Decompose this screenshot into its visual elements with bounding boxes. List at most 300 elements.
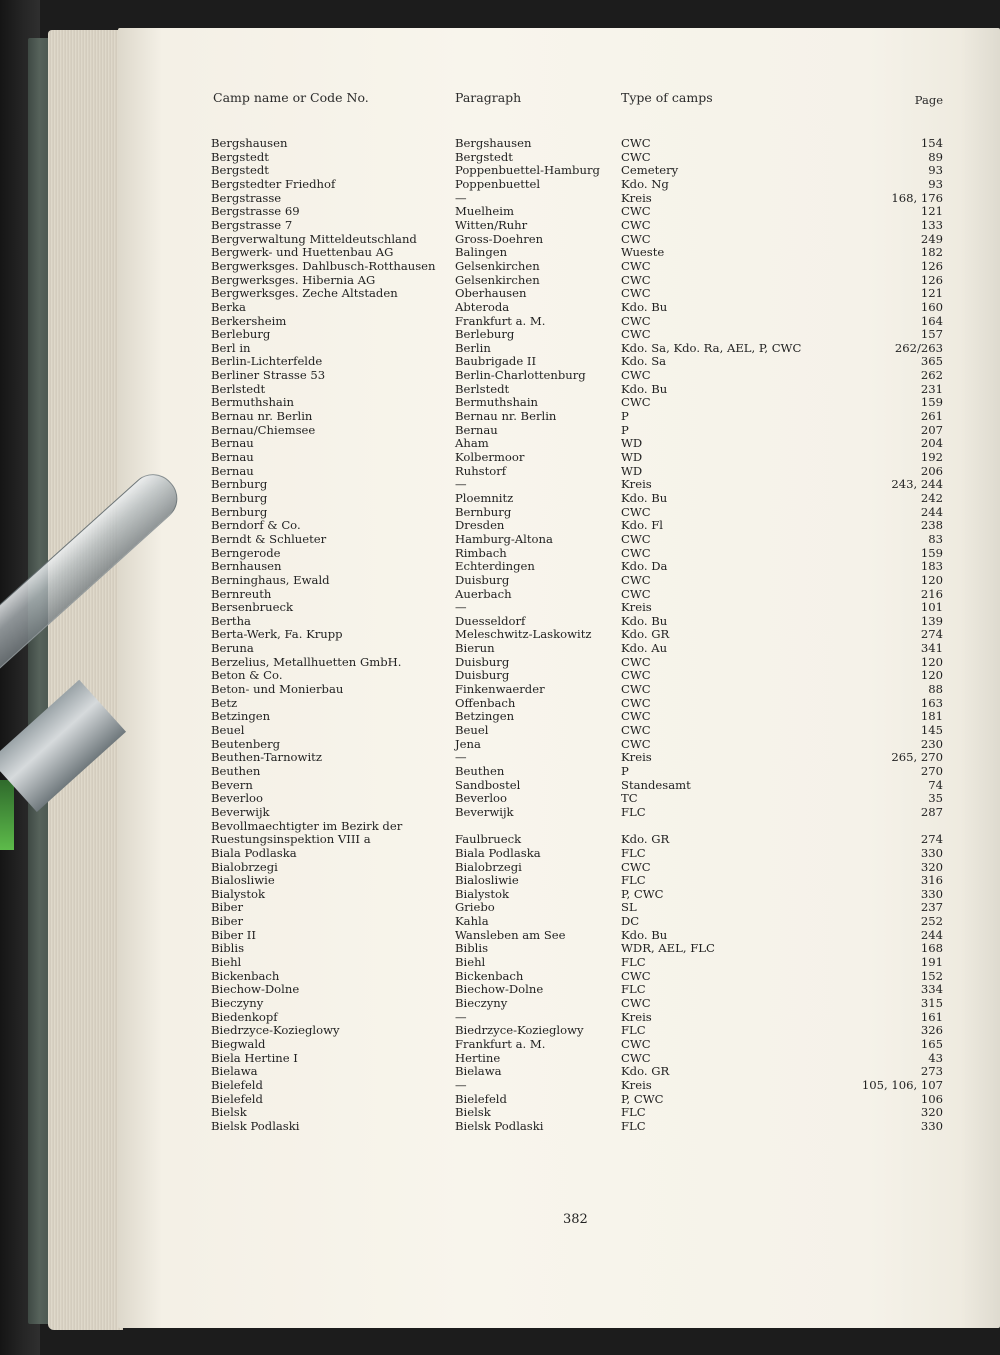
row-paragraph: Kolbermoor xyxy=(455,449,525,464)
row-camp-name: Bieczyny xyxy=(211,996,264,1010)
row-paragraph: Meleschwitz-Laskowitz xyxy=(455,627,592,642)
row-paragraph: Beuthen xyxy=(455,763,505,778)
row-page: 341 xyxy=(920,641,943,655)
row-type: Kdo. Bu xyxy=(621,381,668,396)
row-page: 93 xyxy=(928,163,943,178)
row-type: Kdo. Bu xyxy=(621,299,668,314)
row-camp-name: Beton- und Monierbau xyxy=(211,682,344,696)
row-page: 206 xyxy=(920,463,943,478)
row-camp-name: Berzelius, Metallhuetten GmbH. xyxy=(211,654,402,669)
row-camp-name: Bergstrasse 69 xyxy=(211,204,300,219)
row-paragraph: Duisburg xyxy=(455,654,510,669)
row-type: Kdo. Ng xyxy=(621,176,669,191)
row-camp-name: Bernhausen xyxy=(211,559,282,574)
row-type: Kreis xyxy=(621,477,652,492)
row-type: CWC xyxy=(621,531,651,546)
table-row xyxy=(0,354,1000,368)
header-camp-name: Camp name or Code No. xyxy=(213,90,369,105)
row-camp-name: Beruna xyxy=(211,641,254,655)
row-type: P, CWC xyxy=(621,886,664,901)
table-row xyxy=(0,723,1000,737)
row-page: 287 xyxy=(920,804,943,819)
row-paragraph: Biedrzyce-Kozieglowy xyxy=(455,1023,584,1038)
table-row xyxy=(0,327,1000,341)
row-camp-name: Biechow-Dolne xyxy=(211,982,300,997)
row-paragraph: Gelsenkirchen xyxy=(455,272,540,287)
row-type: CWC xyxy=(621,204,651,219)
row-paragraph: Abteroda xyxy=(455,299,510,314)
row-paragraph: Bielsk Podlaski xyxy=(455,1118,544,1133)
row-type: FLC xyxy=(621,1118,646,1133)
row-paragraph: Witten/Ruhr xyxy=(455,217,528,232)
row-page: 274 xyxy=(920,627,943,642)
row-paragraph: Bielawa xyxy=(455,1064,502,1079)
table-row xyxy=(0,150,1000,164)
row-type: CWC xyxy=(621,695,651,710)
row-camp-name: Bernau xyxy=(211,436,254,451)
row-page: 330 xyxy=(920,886,943,901)
row-page: 191 xyxy=(920,955,943,969)
table-row xyxy=(0,409,1000,423)
row-type: Kreis xyxy=(621,1009,652,1024)
row-page: 244 xyxy=(920,927,943,942)
row-type: DC xyxy=(621,914,640,929)
row-camp-name: Beuel xyxy=(211,723,245,737)
row-page: 242 xyxy=(920,490,943,505)
table-row xyxy=(0,819,1000,833)
row-paragraph: Hertine xyxy=(455,1050,501,1065)
row-type: P xyxy=(621,763,629,778)
row-camp-name: Biegwald xyxy=(211,1036,266,1051)
row-type: Standesamt xyxy=(621,777,691,792)
table-row xyxy=(0,559,1000,573)
row-paragraph: Gross-Doehren xyxy=(455,231,544,246)
row-type: Kdo. GR xyxy=(621,832,670,847)
row-paragraph: Sandbostel xyxy=(455,777,521,792)
row-paragraph: Frankfurt a. M. xyxy=(455,1036,546,1051)
row-page: 365 xyxy=(920,354,943,369)
table-row xyxy=(0,941,1000,955)
row-page: 330 xyxy=(920,845,943,860)
row-paragraph: — xyxy=(455,750,467,765)
row-type: CWC xyxy=(621,682,651,696)
table-row xyxy=(0,737,1000,751)
row-paragraph: Wansleben am See xyxy=(455,927,566,942)
row-page: 83 xyxy=(928,531,943,546)
row-paragraph: Beverwijk xyxy=(455,804,514,819)
row-paragraph: Echterdingen xyxy=(455,559,535,574)
row-camp-name: Bernau/Chiemsee xyxy=(211,422,316,437)
table-row xyxy=(0,805,1000,819)
row-camp-name: Biala Podlaska xyxy=(211,845,297,860)
row-type: Kreis xyxy=(621,750,652,765)
table-row xyxy=(0,273,1000,287)
row-type: CWC xyxy=(621,668,651,683)
row-camp-name: Berninghaus, Ewald xyxy=(211,572,330,587)
row-page: 105, 106, 107 xyxy=(861,1077,943,1092)
row-camp-name: Biedenkopf xyxy=(211,1009,278,1024)
table-row xyxy=(0,1064,1000,1078)
row-type: Kdo. Bu xyxy=(621,927,668,942)
row-type: FLC xyxy=(621,873,646,888)
row-camp-name: Beuthen xyxy=(211,763,261,778)
row-type: Kdo. GR xyxy=(621,627,670,642)
row-page: 120 xyxy=(920,668,943,683)
row-paragraph: Kahla xyxy=(455,914,489,929)
table-row xyxy=(0,860,1000,874)
row-camp-name: Biehl xyxy=(211,955,242,969)
row-camp-name: Bernburg xyxy=(211,490,268,505)
row-paragraph: Bieczyny xyxy=(455,996,508,1010)
row-page: 320 xyxy=(920,859,943,874)
table-row xyxy=(0,1051,1000,1065)
row-type: CWC xyxy=(621,723,651,737)
row-type: WD xyxy=(621,436,643,451)
row-camp-name: Bergshausen xyxy=(211,136,288,150)
row-type: Wueste xyxy=(621,245,665,260)
table-row xyxy=(0,259,1000,273)
row-page: 126 xyxy=(920,258,943,273)
table-row xyxy=(0,682,1000,696)
row-paragraph: — xyxy=(455,600,467,615)
row-paragraph: Bielefeld xyxy=(455,1091,507,1106)
row-paragraph: — xyxy=(455,1009,467,1024)
row-page: 192 xyxy=(920,449,943,464)
header-page: Page xyxy=(914,93,943,107)
table-row xyxy=(0,791,1000,805)
row-paragraph: Bielsk xyxy=(455,1105,491,1120)
table-row xyxy=(0,204,1000,218)
row-page: 230 xyxy=(920,736,943,751)
row-type: CWC xyxy=(621,231,651,246)
row-camp-name: Betzingen xyxy=(211,709,271,724)
row-paragraph: Muelheim xyxy=(455,204,514,219)
row-type: CWC xyxy=(621,654,651,669)
row-camp-name: Berlstedt xyxy=(211,381,266,396)
row-camp-name: Bielefeld xyxy=(211,1077,263,1092)
row-page: 35 xyxy=(928,791,943,806)
row-paragraph: Duisburg xyxy=(455,572,510,587)
table-row xyxy=(0,764,1000,778)
row-camp-name: Bernburg xyxy=(211,504,268,519)
row-camp-name: Biela Hertine I xyxy=(211,1050,298,1065)
table-row xyxy=(0,778,1000,792)
row-page: 261 xyxy=(920,409,943,423)
row-page: 159 xyxy=(920,545,943,560)
row-type: Kdo. Bu xyxy=(621,613,668,628)
row-camp-name: Bergstrasse 7 xyxy=(211,217,293,232)
row-page: 252 xyxy=(920,914,943,929)
header-type: Type of camps xyxy=(621,90,713,105)
row-camp-name: Berndt & Schlueter xyxy=(211,531,327,546)
table-row xyxy=(0,314,1000,328)
row-paragraph: Auerbach xyxy=(455,586,512,601)
row-paragraph: Dresden xyxy=(455,518,505,533)
table-row xyxy=(0,177,1000,191)
row-type: Kreis xyxy=(621,600,652,615)
row-camp-name: Bevollmaechtigter im Bezirk der xyxy=(211,818,403,833)
row-paragraph: Biblis xyxy=(455,941,489,956)
row-paragraph: Biala Podlaska xyxy=(455,845,541,860)
table-row xyxy=(0,1092,1000,1106)
row-camp-name: Berndorf & Co. xyxy=(211,518,301,533)
table-row xyxy=(0,163,1000,177)
row-type: CWC xyxy=(621,504,651,519)
row-page: 334 xyxy=(920,982,943,997)
row-page: 88 xyxy=(928,682,943,696)
row-paragraph: Duesseldorf xyxy=(455,613,526,628)
row-page: 165 xyxy=(920,1036,943,1051)
row-type: CWC xyxy=(621,395,651,410)
row-paragraph: Berlin xyxy=(455,340,491,355)
row-paragraph: Hamburg-Altona xyxy=(455,531,553,546)
row-page: 160 xyxy=(920,299,943,314)
row-camp-name: Bevern xyxy=(211,777,253,792)
table-row xyxy=(0,982,1000,996)
row-page: 265, 270 xyxy=(891,750,943,765)
row-camp-name: Bergwerksges. Hibernia AG xyxy=(211,272,376,287)
table-row xyxy=(0,587,1000,601)
table-row xyxy=(0,600,1000,614)
table-row xyxy=(0,955,1000,969)
row-page: 163 xyxy=(920,695,943,710)
row-page: 320 xyxy=(920,1105,943,1120)
row-paragraph: Berlin-Charlottenburg xyxy=(455,368,586,383)
row-paragraph: Griebo xyxy=(455,900,495,915)
row-paragraph: Bialosliwie xyxy=(455,873,519,888)
row-paragraph: — xyxy=(455,1077,467,1092)
row-paragraph: Balingen xyxy=(455,245,508,260)
row-page: 89 xyxy=(928,149,943,164)
row-camp-name: Bergwerksges. Dahlbusch-Rotthausen xyxy=(211,258,436,273)
table-row xyxy=(0,436,1000,450)
row-page: 157 xyxy=(920,327,943,342)
row-page: 183 xyxy=(920,559,943,574)
row-type: CWC xyxy=(621,136,651,150)
table-row xyxy=(0,1105,1000,1119)
row-page: 164 xyxy=(920,313,943,328)
row-camp-name: Bernreuth xyxy=(211,586,272,601)
row-paragraph: Gelsenkirchen xyxy=(455,258,540,273)
row-type: FLC xyxy=(621,982,646,997)
row-paragraph: Finkenwaerder xyxy=(455,682,545,696)
row-paragraph: Rimbach xyxy=(455,545,507,560)
row-type: Kreis xyxy=(621,190,652,205)
row-type: CWC xyxy=(621,286,651,301)
row-camp-name: Beverloo xyxy=(211,791,264,806)
table-row xyxy=(0,1119,1000,1133)
row-page: 238 xyxy=(920,518,943,533)
row-camp-name: Bersenbrueck xyxy=(211,600,294,615)
row-camp-name: Berngerode xyxy=(211,545,281,560)
row-paragraph: Bialystok xyxy=(455,886,510,901)
row-page: 139 xyxy=(920,613,943,628)
row-type: P xyxy=(621,422,629,437)
table-row xyxy=(0,641,1000,655)
row-page: 273 xyxy=(920,1064,943,1079)
row-camp-name: Beton & Co. xyxy=(211,668,283,683)
row-page: 182 xyxy=(920,245,943,260)
row-page: 121 xyxy=(920,286,943,301)
row-page: 152 xyxy=(920,968,943,983)
row-paragraph: Bialobrzegi xyxy=(455,859,522,874)
table-row xyxy=(0,846,1000,860)
row-camp-name: Bergwerk- und Huettenbau AG xyxy=(211,245,394,260)
table-row xyxy=(0,546,1000,560)
row-camp-name: Bialosliwie xyxy=(211,873,275,888)
row-paragraph: Beuel xyxy=(455,723,489,737)
row-camp-name: Bergstedter Friedhof xyxy=(211,176,336,191)
row-page: 154 xyxy=(920,136,943,150)
row-type: CWC xyxy=(621,572,651,587)
table-row xyxy=(0,696,1000,710)
row-camp-name: Bielawa xyxy=(211,1064,258,1079)
row-page: 262/263 xyxy=(894,340,943,355)
row-paragraph: Bergstedt xyxy=(455,149,513,164)
row-page: 237 xyxy=(920,900,943,915)
table-row xyxy=(0,573,1000,587)
row-camp-name: Bielefeld xyxy=(211,1091,263,1106)
table-row xyxy=(0,136,1000,150)
row-camp-name: Bialobrzegi xyxy=(211,859,278,874)
row-camp-name: Bielsk Podlaski xyxy=(211,1118,300,1133)
row-type: Kdo. Fl xyxy=(621,518,663,533)
table-row xyxy=(0,996,1000,1010)
row-paragraph: — xyxy=(455,190,467,205)
row-paragraph: Poppenbuettel-Hamburg xyxy=(455,163,600,178)
row-page: 161 xyxy=(920,1009,943,1024)
row-camp-name: Berl in xyxy=(211,340,251,355)
row-camp-name: Betz xyxy=(211,695,238,710)
row-type: WDR, AEL, FLC xyxy=(621,941,715,956)
row-camp-name: Bielsk xyxy=(211,1105,247,1120)
table-row xyxy=(0,300,1000,314)
row-page: 315 xyxy=(920,996,943,1010)
row-camp-name: Bernau xyxy=(211,449,254,464)
row-paragraph: Beverloo xyxy=(455,791,508,806)
row-camp-name: Berlin-Lichterfelde xyxy=(211,354,323,369)
row-camp-name: Bialystok xyxy=(211,886,266,901)
row-page: 326 xyxy=(920,1023,943,1038)
row-type: Kdo. Au xyxy=(621,641,668,655)
row-camp-name: Biedrzyce-Kozieglowy xyxy=(211,1023,340,1038)
row-page: 244 xyxy=(920,504,943,519)
row-type: CWC xyxy=(621,149,651,164)
table-row xyxy=(0,832,1000,846)
row-type: Kdo. Sa xyxy=(621,354,667,369)
table-row xyxy=(0,1023,1000,1037)
row-page: 120 xyxy=(920,654,943,669)
row-paragraph: Bierun xyxy=(455,641,495,655)
table-row xyxy=(0,873,1000,887)
row-paragraph: Bernburg xyxy=(455,504,512,519)
table-row xyxy=(0,245,1000,259)
table-row xyxy=(0,627,1000,641)
row-paragraph: Bermuthshain xyxy=(455,395,539,410)
row-camp-name: Bergverwaltung Mitteldeutschland xyxy=(211,231,417,246)
row-camp-name: Bergstedt xyxy=(211,163,269,178)
table-row xyxy=(0,341,1000,355)
row-type: WD xyxy=(621,449,643,464)
row-type: CWC xyxy=(621,272,651,287)
row-paragraph: Poppenbuettel xyxy=(455,176,541,191)
row-page: 204 xyxy=(920,436,943,451)
row-type: SL xyxy=(621,900,637,915)
table-row xyxy=(0,532,1000,546)
row-paragraph: Duisburg xyxy=(455,668,510,683)
row-page: 133 xyxy=(920,217,943,232)
row-type: CWC xyxy=(621,327,651,342)
row-type: Kdo. GR xyxy=(621,1064,670,1079)
row-page: 74 xyxy=(928,777,943,792)
row-paragraph: Faulbrueck xyxy=(455,832,522,847)
row-page: 168 xyxy=(920,941,943,956)
table-row xyxy=(0,395,1000,409)
table-row xyxy=(0,286,1000,300)
row-paragraph: Aham xyxy=(455,436,489,451)
row-paragraph: Biehl xyxy=(455,955,486,969)
row-paragraph: Bernau nr. Berlin xyxy=(455,409,557,423)
row-camp-name: Bernau xyxy=(211,463,254,478)
row-page: 121 xyxy=(920,204,943,219)
table-row xyxy=(0,1078,1000,1092)
table-row xyxy=(0,614,1000,628)
row-camp-name: Ruestungsinspektion VIII a xyxy=(211,832,371,847)
table-row xyxy=(0,928,1000,942)
row-page: 181 xyxy=(920,709,943,724)
row-page: 120 xyxy=(920,572,943,587)
table-row xyxy=(0,368,1000,382)
row-type: Cemetery xyxy=(621,163,679,178)
row-type: Kreis xyxy=(621,1077,652,1092)
row-type: CWC xyxy=(621,1050,651,1065)
row-type: CWC xyxy=(621,1036,651,1051)
row-type: CWC xyxy=(621,968,651,983)
table-row xyxy=(0,900,1000,914)
row-page: 330 xyxy=(920,1118,943,1133)
row-page: 316 xyxy=(920,873,943,888)
row-camp-name: Bickenbach xyxy=(211,968,280,983)
page-number: 382 xyxy=(563,1212,588,1227)
row-type: Kdo. Da xyxy=(621,559,668,574)
table-row xyxy=(0,655,1000,669)
row-type: FLC xyxy=(621,1023,646,1038)
row-camp-name: Bergwerksges. Zeche Altstaden xyxy=(211,286,398,301)
row-page: 168, 176 xyxy=(891,190,943,205)
row-paragraph: Berlstedt xyxy=(455,381,510,396)
table-row xyxy=(0,232,1000,246)
row-type: CWC xyxy=(621,996,651,1010)
row-page: 93 xyxy=(928,176,943,191)
row-paragraph: Bickenbach xyxy=(455,968,524,983)
row-paragraph: — xyxy=(455,477,467,492)
row-camp-name: Berta-Werk, Fa. Krupp xyxy=(211,627,343,642)
row-camp-name: Bernburg xyxy=(211,477,268,492)
row-camp-name: Beutenberg xyxy=(211,736,281,751)
row-type: FLC xyxy=(621,845,646,860)
table-row xyxy=(0,1037,1000,1051)
row-page: 231 xyxy=(920,381,943,396)
row-camp-name: Bermuthshain xyxy=(211,395,295,410)
row-camp-name: Bernau nr. Berlin xyxy=(211,409,313,423)
table-row xyxy=(0,709,1000,723)
row-camp-name: Biber II xyxy=(211,927,256,942)
row-paragraph: Biechow-Dolne xyxy=(455,982,544,997)
table-row xyxy=(0,668,1000,682)
table-row xyxy=(0,450,1000,464)
row-type: FLC xyxy=(621,1105,646,1120)
row-camp-name: Biber xyxy=(211,914,244,929)
